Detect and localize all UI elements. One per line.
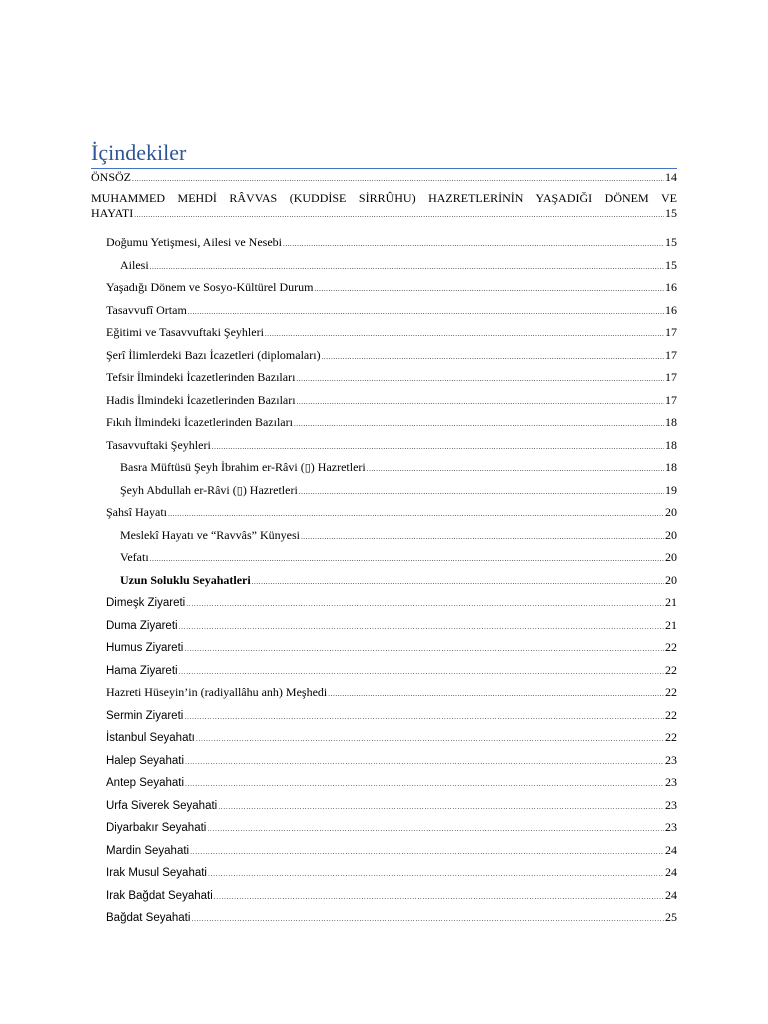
toc-entry-label: Eğitimi ve Tasavvuftaki Şeyhleri	[106, 325, 264, 339]
toc-entry-text	[106, 776, 184, 791]
toc-dot-leader	[185, 777, 664, 792]
toc-page-number: 18	[665, 460, 677, 474]
toc-page-number: 23	[665, 775, 677, 789]
toc-entry-label: Urfa Siverek Seyahati	[106, 799, 218, 812]
document-page	[91, 139, 677, 933]
toc-entry-text	[106, 438, 211, 453]
toc-dot-leader	[168, 507, 664, 522]
toc-entry-text	[106, 641, 183, 656]
toc-page-number: 18	[665, 415, 677, 429]
toc-entry-text	[106, 415, 293, 430]
toc-entry-text	[106, 370, 295, 385]
toc-entry-text	[106, 393, 296, 408]
toc-entry[interactable]	[91, 235, 677, 258]
toc-entry-text	[106, 280, 313, 295]
toc-entry[interactable]	[91, 730, 677, 753]
toc-entry-text	[106, 348, 321, 363]
toc-entry[interactable]	[91, 415, 677, 438]
toc-dot-leader	[299, 485, 664, 500]
toc-entry-label-suffix: ) Hazretleri	[310, 460, 366, 474]
toc-entry[interactable]	[91, 258, 677, 281]
toc-entry-line2	[91, 206, 677, 223]
toc-entry[interactable]	[91, 280, 677, 303]
toc-entry-text	[106, 911, 190, 926]
toc-entry[interactable]	[91, 550, 677, 573]
toc-entry[interactable]	[91, 910, 677, 933]
toc-page-number: 23	[665, 752, 677, 767]
toc-dot-leader	[218, 800, 664, 815]
toc-dot-leader	[150, 260, 664, 275]
toc-dot-leader	[265, 327, 664, 342]
toc-entry[interactable]	[91, 888, 677, 911]
toc-entry-text	[120, 460, 366, 475]
toc-dot-leader	[301, 530, 664, 545]
toc-page-number: 22	[665, 707, 677, 722]
toc-entry[interactable]	[91, 460, 677, 483]
toc-page-number: 17	[665, 325, 677, 339]
toc-page-number: 22	[665, 662, 677, 677]
toc-entry[interactable]	[91, 618, 677, 641]
toc-entry[interactable]	[91, 595, 677, 618]
toc-entry-label: Antep Seyahati	[106, 777, 185, 789]
toc-entry-label: Hama Ziyareti	[106, 664, 178, 677]
toc-entry-text	[106, 821, 206, 836]
toc-dot-leader	[212, 440, 664, 455]
toc-page-number: 15	[665, 257, 677, 272]
toc-entry-label: Humus Ziyareti	[106, 642, 184, 654]
toc-entry[interactable]	[91, 640, 677, 663]
toc-dot-leader	[322, 350, 664, 365]
toc-entry-text	[106, 685, 327, 700]
toc-entry-label: Yaşadığı Dönem ve Sosyo-Kültürel Durum	[106, 280, 314, 294]
toc-dot-leader	[150, 552, 664, 567]
toc-entry-text	[106, 844, 189, 859]
toc-entry-label: Fıkıh İlmindeki İcazetlerinden Bazıları	[106, 415, 293, 429]
toc-entry-label: Mardin Seyahati	[106, 844, 190, 857]
toc-entry[interactable]	[91, 348, 677, 371]
toc-entry[interactable]	[91, 843, 677, 866]
toc-page-number: 15	[665, 235, 677, 249]
toc-page-number: 17	[665, 347, 677, 362]
toc-entry[interactable]	[91, 505, 677, 528]
toc-dot-leader	[188, 305, 664, 320]
toc-page-number: 17	[665, 370, 677, 384]
toc-page-number: 22	[665, 640, 677, 654]
toc-entry-label: Irak Bağdat Seyahati	[106, 889, 213, 902]
toc-entry-label: Hazreti Hüseyin’in (radiyallâhu anh) Meşhedi	[106, 685, 328, 699]
toc-entry-text	[120, 573, 251, 588]
toc-entry-text-line1: MUHAMMED MEHDİ RÂVVAS (KUDDİSE SİRRÛHU) HAZRETLERİNİN YAŞADIĞI DÖNEM VE	[91, 191, 677, 205]
toc-entry-text	[120, 483, 298, 498]
toc-dot-leader	[132, 172, 664, 187]
toc-entry-label: Uzun Soluklu Seyahatleri	[120, 572, 251, 587]
toc-dot-leader	[184, 710, 664, 725]
toc-entry-text	[106, 596, 185, 611]
toc-entry-label: Meslekî Hayatı ve “Ravvâs” Künyesi	[120, 527, 300, 542]
toc-entry-label: Şahsî Hayatı	[106, 505, 167, 519]
toc-entry[interactable]	[91, 170, 677, 189]
toc-page-number: 21	[665, 617, 677, 632]
toc-entry[interactable]	[91, 438, 677, 461]
toc-dot-leader	[214, 890, 664, 905]
toc-dot-leader	[367, 462, 664, 477]
toc-entry-label: Tasavvufî Ortam	[106, 302, 187, 317]
toc-dot-leader	[207, 822, 664, 837]
toc-page-number: 15	[665, 206, 677, 220]
toc-entry-text	[106, 866, 207, 881]
toc-entry-label: Hadis İlmindeki İcazetlerinden Bazıları	[106, 392, 296, 407]
toc-entry[interactable]	[91, 191, 677, 235]
toc-entry[interactable]	[91, 528, 677, 551]
toc-title: İçindekiler	[91, 139, 677, 169]
toc-dot-leader	[184, 642, 664, 657]
toc-page-number: 20	[665, 527, 677, 542]
toc-entry-text	[106, 235, 282, 250]
toc-entry-label: Şeyh Abdullah er-Râvi (	[120, 482, 237, 497]
toc-entry[interactable]	[91, 393, 677, 416]
toc-entry-text	[106, 799, 217, 814]
toc-entry-label: Vefatı	[120, 550, 149, 564]
toc-entry-text	[120, 258, 149, 273]
toc-entry-label: Sermin Ziyareti	[106, 709, 184, 722]
toc-page-number: 19	[665, 482, 677, 497]
toc-page-number: 22	[665, 685, 677, 699]
toc-entry-label: Doğumu Yetişmesi, Ailesi ve Nesebi	[106, 235, 282, 249]
toc-entry[interactable]	[91, 303, 677, 326]
toc-dot-leader	[134, 208, 664, 223]
toc-entry[interactable]	[91, 865, 677, 888]
toc-page-number: 24	[665, 865, 677, 879]
toc-entry-text	[91, 170, 131, 185]
toc-entry[interactable]	[91, 753, 677, 776]
toc-dot-leader	[191, 912, 664, 927]
toc-entry-label-suffix: ) Hazretleri	[242, 482, 298, 497]
toc-dot-leader	[185, 755, 664, 770]
toc-entry-text	[106, 731, 195, 746]
toc-entry-label: Dimeşk Ziyareti	[106, 597, 186, 609]
toc-entry-text-line2: HAYATI	[91, 206, 134, 220]
toc-entry-text	[106, 664, 178, 679]
toc-dot-leader	[314, 282, 664, 297]
toc-page-number: 23	[665, 797, 677, 812]
toc-dot-leader	[196, 732, 664, 747]
toc-entry-label: İstanbul Seyahatı	[106, 732, 195, 744]
toc-dot-leader	[297, 395, 664, 410]
toc-entry-label: Irak Musul Seyahati	[106, 867, 207, 879]
toc-entry-text	[106, 325, 264, 340]
toc-entry-text	[106, 709, 183, 724]
toc-entry-label: Basra Müftüsü Şeyh İbrahim er-Râvi (	[120, 460, 305, 474]
toc-page-number: 20	[665, 550, 677, 564]
toc-entry-label: Tasavvuftaki Şeyhleri	[106, 437, 211, 452]
toc-entry-label: Tefsir İlmindeki İcazetlerinden Bazıları	[106, 370, 296, 384]
toc-page-number: 14	[665, 170, 677, 184]
toc-entry-text	[106, 303, 187, 318]
toc-page-number: 20	[665, 505, 677, 519]
toc-dot-leader	[283, 237, 664, 252]
toc-entry-label: ÖNSÖZ	[91, 170, 132, 184]
toc-entry-label: Duma Ziyareti	[106, 619, 178, 632]
toc-dot-leader	[186, 597, 664, 612]
toc-entry-text	[120, 528, 300, 543]
toc-entry-text	[106, 754, 184, 769]
toc-page-number: 25	[665, 910, 677, 924]
toc-page-number: 17	[665, 392, 677, 407]
toc-dot-leader	[208, 867, 664, 882]
toc-entry-text	[106, 505, 167, 520]
toc-entry[interactable]	[91, 708, 677, 731]
toc-entry-label: Diyarbakır Seyahati	[106, 822, 207, 834]
toc-entry-text	[106, 619, 178, 634]
toc-page-number: 23	[665, 820, 677, 834]
toc-dot-leader	[252, 575, 664, 590]
toc-dot-leader	[294, 417, 664, 432]
toc-entry[interactable]	[91, 483, 677, 506]
toc-entry-label: Bağdat Seyahati	[106, 912, 191, 924]
toc-entry[interactable]	[91, 370, 677, 393]
missing-glyph-icon: ▯	[236, 483, 243, 497]
toc-dot-leader	[328, 687, 664, 702]
toc-entry-text	[120, 550, 149, 565]
toc-entry-label: Halep Seyahati	[106, 754, 184, 767]
toc-entry-label: Şerî İlimlerdeki Bazı İcazetleri (diplomaları)	[106, 347, 321, 362]
toc-dot-leader	[179, 665, 664, 680]
toc-entry[interactable]	[91, 325, 677, 348]
toc-entry-text	[106, 889, 213, 904]
missing-glyph-icon: ▯	[304, 461, 311, 474]
toc-dot-leader	[296, 372, 664, 387]
toc-dot-leader	[179, 620, 664, 635]
toc-page-number: 16	[665, 302, 677, 317]
toc-page-number: 21	[665, 595, 677, 609]
toc-entry[interactable]	[91, 663, 677, 686]
toc-entry[interactable]	[91, 573, 677, 596]
toc-page-number: 18	[665, 437, 677, 452]
toc-dot-leader	[190, 845, 664, 860]
toc-page-number: 24	[665, 842, 677, 857]
toc-entry-label: Ailesi	[120, 257, 149, 272]
toc-entry[interactable]	[91, 685, 677, 708]
toc-entry[interactable]	[91, 775, 677, 798]
toc-page-number: 24	[665, 887, 677, 902]
toc-page-number: 16	[665, 280, 677, 294]
toc-list	[91, 170, 677, 933]
toc-entry[interactable]	[91, 820, 677, 843]
toc-entry[interactable]	[91, 798, 677, 821]
toc-page-number: 20	[665, 572, 677, 587]
toc-page-number: 22	[665, 730, 677, 744]
